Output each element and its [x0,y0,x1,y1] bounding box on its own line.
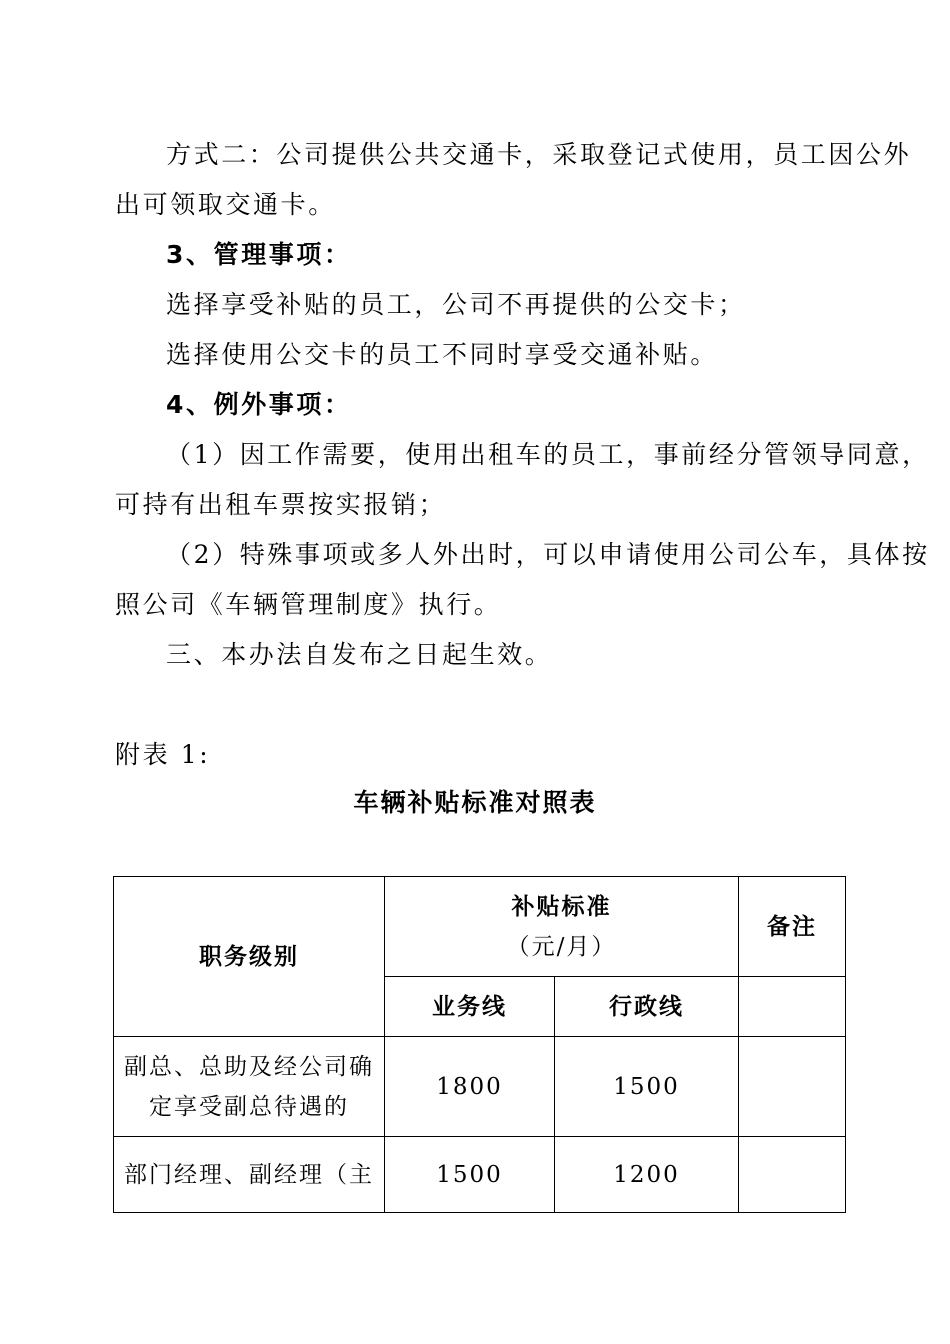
table-row [114,1037,846,1137]
row2-level [114,1137,385,1213]
section4-item1-line2: 可持有出租车票按实报销； [115,490,447,519]
section-three-effective: 三、本办法自发布之日起生效。 [166,640,553,669]
header-standard-line1: 补贴标准 [511,893,612,920]
row1-level-line1: 副总、总助及经公司确 [124,1053,374,1080]
row2-business: 1500 [385,1137,555,1213]
row1-remarks [739,1037,846,1137]
header-standard-line2: （元/月） [506,933,617,960]
row1-level [114,1037,385,1137]
row1-level-line2: 定享受副总待遇的 [149,1093,349,1120]
method2-line1: 方式二：公司提供公共交通卡，采取登记式使用，员工因公外 [166,140,912,169]
section3-heading: 3、管理事项： [166,240,352,269]
subsidy-table [113,876,846,1213]
section3-line1: 选择享受补贴的员工，公司不再提供的公交卡； [166,290,746,319]
header-subsidy-standard [385,877,739,977]
row2-level-line1: 部门经理、副经理（主 [124,1161,374,1188]
table-title: 车辆补贴标准对照表 [353,788,597,817]
section4-item1-line1: （1）因工作需要，使用出租车的员工，事前经分管领导同意， [166,440,930,469]
header-admin-line: 行政线 [555,977,739,1037]
section4-heading: 4、例外事项： [166,390,352,419]
table-row [114,1137,846,1213]
header-remarks-empty [739,977,846,1037]
header-business-line: 业务线 [385,977,555,1037]
method2-line2: 出可领取交通卡。 [115,190,336,219]
row2-admin: 1200 [555,1137,739,1213]
section4-item2-line1: （2）特殊事项或多人外出时，可以申请使用公司公车，具体按 [166,540,930,569]
header-position-level: 职务级别 [114,877,385,1037]
header-remarks: 备注 [739,877,846,977]
row2-remarks [739,1137,846,1213]
section3-line2: 选择使用公交卡的员工不同时享受交通补贴。 [166,340,719,369]
row1-admin: 1500 [555,1037,739,1137]
row1-business: 1800 [385,1037,555,1137]
section4-item2-line2: 照公司《车辆管理制度》执行。 [115,590,502,619]
appendix-label: 附表 1: [115,740,211,769]
